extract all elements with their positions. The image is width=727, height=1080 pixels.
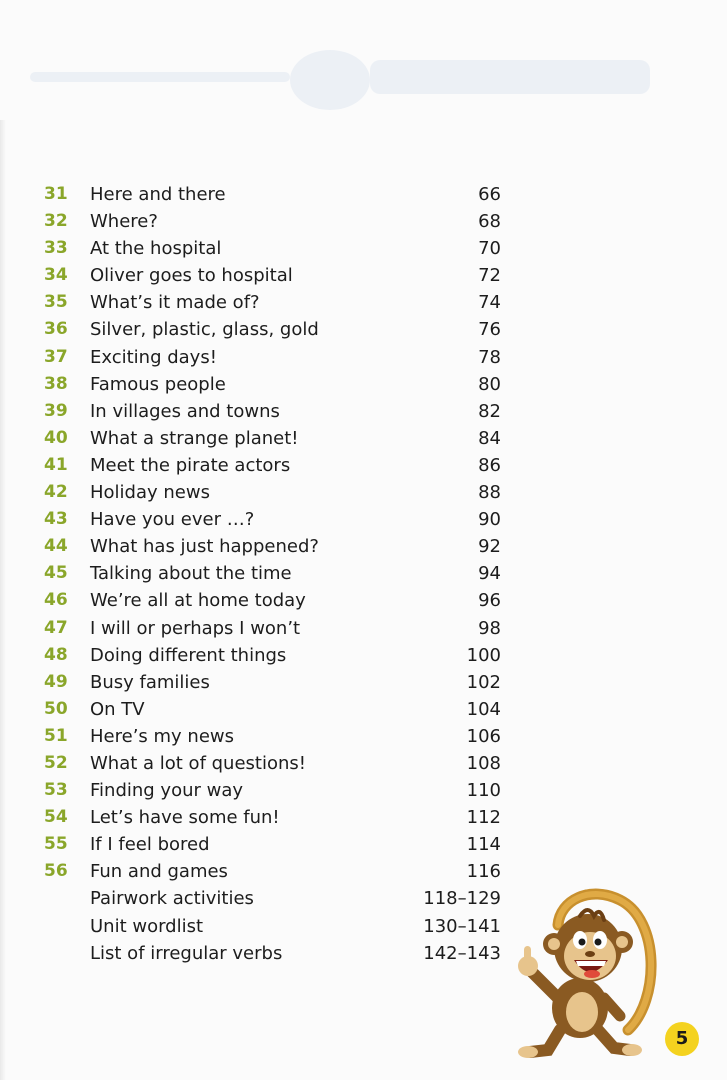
page-ref: 118–129 — [423, 888, 501, 910]
page-ref: 76 — [478, 319, 501, 341]
toc-row — [0, 831, 727, 858]
unit-title: What’s it made of? — [90, 292, 260, 314]
unit-number: 38 — [44, 373, 68, 394]
toc-row — [0, 398, 727, 425]
page-ref: 112 — [466, 807, 501, 829]
unit-number: 56 — [44, 861, 68, 882]
page-ref: 72 — [478, 265, 501, 287]
monkey-mascot-illustration — [510, 880, 660, 1060]
bleed-through-header — [30, 40, 670, 120]
unit-number: 45 — [44, 563, 68, 584]
unit-number: 40 — [44, 427, 68, 448]
unit-number: 32 — [44, 211, 68, 232]
unit-title: Finding your way — [90, 780, 244, 802]
toc-row — [0, 750, 727, 777]
page-ref: 94 — [478, 563, 501, 585]
unit-title: Let’s have some fun! — [90, 807, 280, 829]
page-ref: 110 — [466, 780, 501, 802]
page-ref: 130–141 — [423, 915, 501, 937]
unit-title: What has just happened? — [90, 536, 319, 558]
unit-number: 35 — [44, 292, 68, 313]
page-ref: 100 — [466, 644, 501, 666]
unit-number: 44 — [44, 536, 68, 557]
toc-row — [0, 669, 727, 696]
unit-number: 31 — [44, 184, 68, 204]
unit-title: In villages and towns — [90, 400, 280, 422]
table-of-contents — [0, 181, 727, 967]
unit-number: 37 — [44, 346, 68, 367]
toc-row — [0, 723, 727, 750]
unit-number: 41 — [44, 454, 68, 475]
page-ref: 70 — [478, 238, 501, 260]
toc-row — [0, 615, 727, 642]
unit-title: If I feel bored — [90, 834, 210, 856]
page-ref: 142–143 — [423, 942, 501, 964]
unit-title: Here and there — [90, 184, 226, 205]
unit-title: Where? — [90, 211, 158, 233]
toc-row — [0, 804, 727, 831]
unit-number: 36 — [44, 319, 68, 340]
toc-row — [0, 533, 727, 560]
unit-number: 42 — [44, 482, 68, 503]
unit-number: 54 — [44, 807, 68, 828]
unit-title: Famous people — [90, 373, 226, 395]
unit-number: 48 — [44, 644, 68, 665]
page-ref: 114 — [466, 834, 501, 856]
page-ref: 84 — [478, 427, 501, 449]
unit-title: Meet the pirate actors — [90, 454, 291, 476]
unit-title: Exciting days! — [90, 346, 217, 368]
unit-number: 39 — [44, 400, 68, 421]
unit-number: 43 — [44, 509, 68, 530]
page-ref: 74 — [478, 292, 501, 314]
page-ref: 68 — [478, 211, 501, 233]
page-ref: 98 — [478, 617, 501, 639]
unit-number: 51 — [44, 725, 68, 746]
page-ref: 106 — [466, 725, 501, 747]
page-ref: 80 — [478, 373, 501, 395]
page-ref: 86 — [478, 454, 501, 476]
unit-number: 53 — [44, 780, 68, 801]
unit-title: Busy families — [90, 671, 210, 693]
toc-row — [0, 181, 727, 208]
unit-title: Doing different things — [90, 644, 287, 666]
page-ref: 104 — [466, 698, 501, 720]
unit-title: Pairwork activities — [90, 888, 254, 910]
toc-row — [0, 344, 727, 371]
unit-title: On TV — [90, 698, 145, 720]
toc-row — [0, 642, 727, 669]
unit-title: Here’s my news — [90, 725, 234, 747]
page-ref: 90 — [478, 509, 501, 531]
page-ref: 96 — [478, 590, 501, 612]
toc-row — [0, 316, 727, 343]
toc-row — [0, 262, 727, 289]
unit-title: Oliver goes to hospital — [90, 265, 293, 287]
page-ref: 66 — [478, 184, 501, 205]
unit-title: We’re all at home today — [90, 590, 306, 612]
toc-row — [0, 371, 727, 398]
page-ref: 88 — [478, 482, 501, 504]
toc-row — [0, 425, 727, 452]
unit-title: Talking about the time — [90, 563, 292, 585]
toc-row — [0, 208, 727, 235]
unit-title: What a strange planet! — [90, 427, 299, 449]
unit-title: List of irregular verbs — [90, 942, 283, 964]
unit-number: 52 — [44, 752, 68, 773]
toc-row — [0, 289, 727, 316]
page-ref: 108 — [466, 752, 501, 774]
page-ref: 82 — [478, 400, 501, 422]
unit-title: Have you ever …? — [90, 509, 255, 531]
unit-number: 33 — [44, 238, 68, 259]
toc-row — [0, 479, 727, 506]
toc-row — [0, 696, 727, 723]
unit-title: What a lot of questions! — [90, 752, 306, 774]
unit-title: Holiday news — [90, 482, 210, 504]
unit-number: 50 — [44, 698, 68, 719]
unit-number: 34 — [44, 265, 68, 286]
unit-title: Silver, plastic, glass, gold — [90, 319, 319, 341]
toc-row — [0, 452, 727, 479]
unit-number: 55 — [44, 834, 68, 855]
unit-title: Fun and games — [90, 861, 228, 883]
page-ref: 102 — [466, 671, 501, 693]
unit-number: 49 — [44, 671, 68, 692]
toc-row — [0, 560, 727, 587]
unit-title: I will or perhaps I won’t — [90, 617, 301, 639]
unit-number: 46 — [44, 590, 68, 611]
page-ref: 78 — [478, 346, 501, 368]
toc-row — [0, 506, 727, 533]
unit-number: 47 — [44, 617, 68, 638]
unit-title: Unit wordlist — [90, 915, 204, 937]
toc-row — [0, 587, 727, 614]
page-ref: 92 — [478, 536, 501, 558]
toc-row — [0, 235, 727, 262]
page-ref: 116 — [466, 861, 501, 883]
toc-row — [0, 777, 727, 804]
unit-title: At the hospital — [90, 238, 222, 260]
page-number-badge: 5 — [665, 1022, 699, 1056]
